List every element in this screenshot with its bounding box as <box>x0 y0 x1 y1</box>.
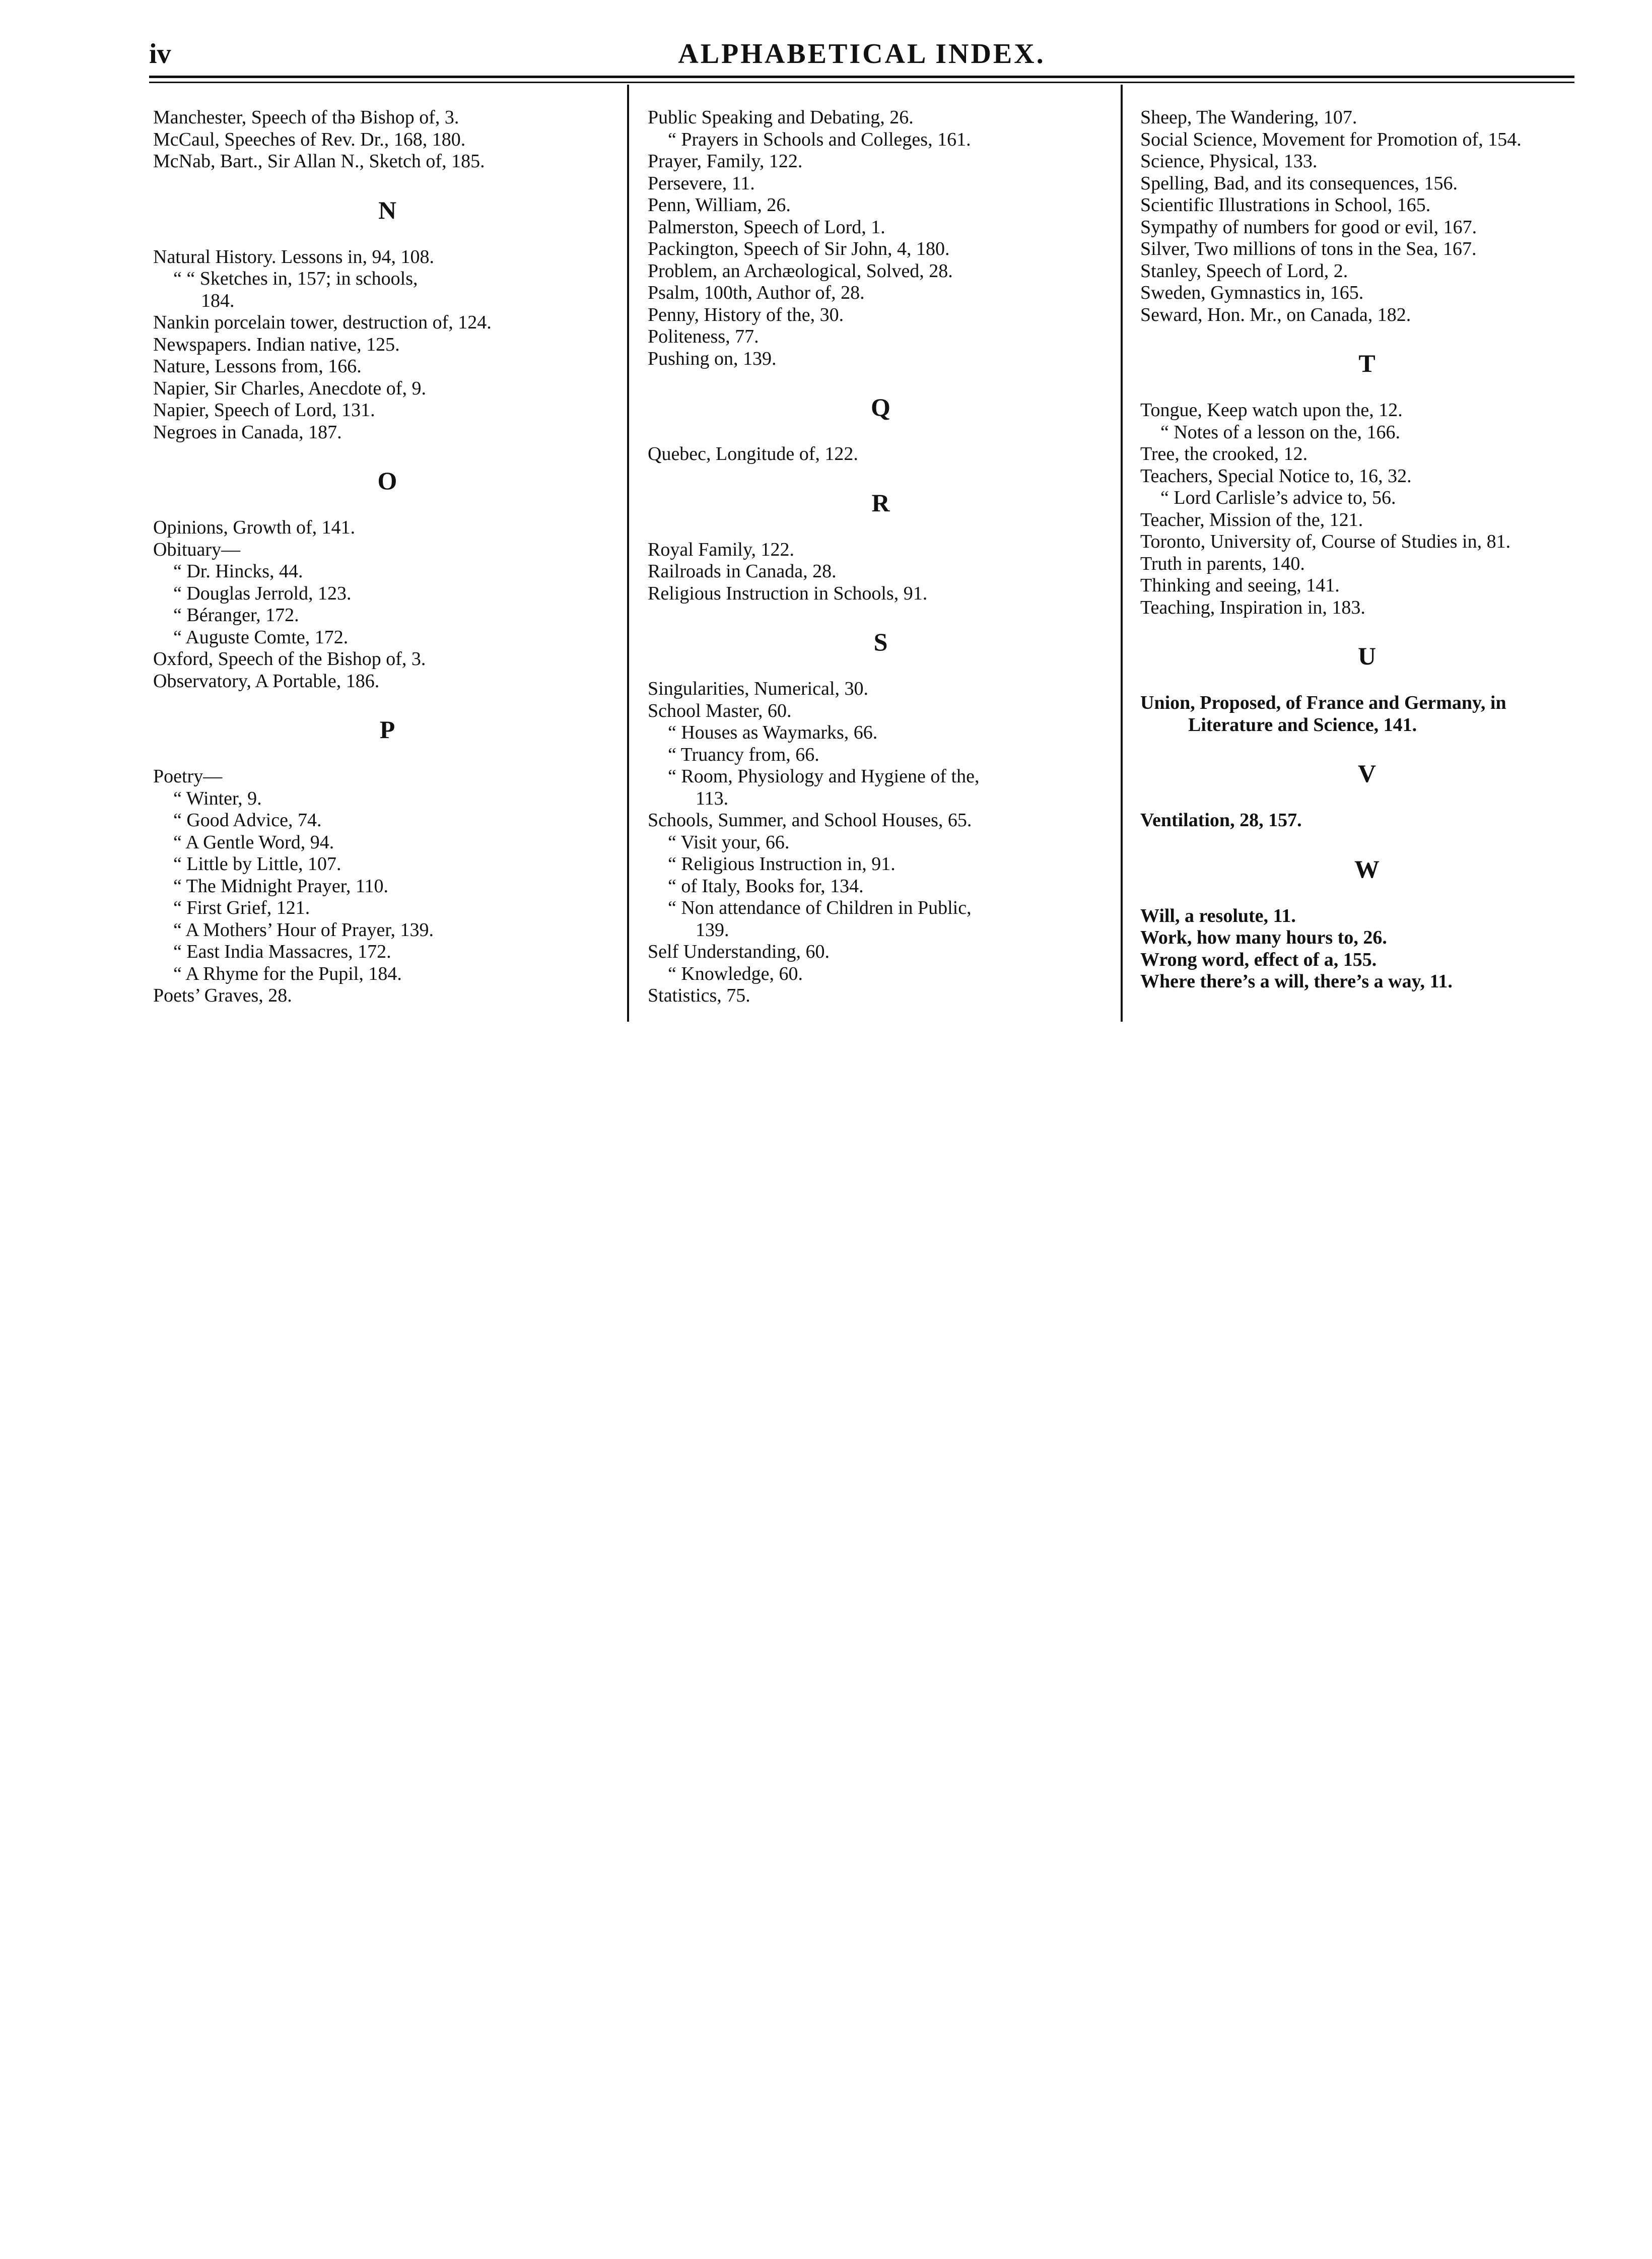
index-entry: “ Douglas Jerrold, 123. <box>173 582 352 604</box>
index-entry: “ First Grief, 121. <box>173 897 310 918</box>
index-entry: Scientific Illustrations in School, 165. <box>1140 194 1431 216</box>
index-entry: 184. <box>201 290 235 311</box>
index-entry: Wrong word, effect of a, 155. <box>1140 949 1377 970</box>
index-entry: Penn, William, 26. <box>648 194 791 216</box>
index-section-s <box>648 678 1114 1007</box>
index-entry: 113. <box>696 787 729 809</box>
index-entry: Newspapers. Indian native, 125. <box>153 334 400 355</box>
index-entry: Quebec, Longitude of, 122. <box>648 443 858 464</box>
index-entry: Self Understanding, 60. <box>648 941 830 962</box>
index-column-2 <box>648 107 1114 1007</box>
index-entry: Natural History. Lessons in, 94, 108. <box>153 246 434 268</box>
index-entry: Spelling, Bad, and its consequences, 156. <box>1140 172 1458 194</box>
index-entry: “ A Mothers’ Hour of Prayer, 139. <box>173 919 434 941</box>
column-divider <box>1121 85 1123 1022</box>
index-entry: Teachers, Special Notice to, 16, 32. <box>1140 465 1412 487</box>
section-letter-w: W <box>1354 854 1380 883</box>
index-entry: Penny, History of the, 30. <box>648 304 844 325</box>
section-letter-q: Q <box>871 393 890 421</box>
index-entry: “ A Gentle Word, 94. <box>173 831 334 853</box>
page-number: iv <box>149 38 171 70</box>
index-entry: Social Science, Movement for Promotion of, 154. <box>1140 128 1522 150</box>
index-entry: Tree, the crooked, 12. <box>1140 443 1308 464</box>
column-divider <box>627 85 629 1022</box>
index-entry: Poetry— <box>153 766 223 787</box>
index-entry: “ Winter, 9. <box>173 787 262 809</box>
index-entry: Nankin porcelain tower, destruction of, 124. <box>153 312 492 333</box>
header-rule-thin <box>149 82 1574 83</box>
index-entry: Work, how many hours to, 26. <box>1140 927 1387 948</box>
index-entry: “ The Midnight Prayer, 110. <box>173 875 388 897</box>
index-entry: Negroes in Canada, 187. <box>153 421 342 443</box>
index-entry: Religious Instruction in Schools, 91. <box>648 582 928 604</box>
index-entry: Psalm, 100th, Author of, 28. <box>648 282 865 303</box>
index-column-1 <box>153 107 622 1007</box>
index-entry: “ Prayers in Schools and Colleges, 161. <box>668 128 971 150</box>
index-entry: Thinking and seeing, 141. <box>1140 575 1340 596</box>
index-section-v <box>1140 810 1594 832</box>
index-section-p-cont <box>648 107 1114 370</box>
index-entry: “ Lord Carlisle’s advice to, 56. <box>1160 487 1396 508</box>
page-header <box>149 36 1574 72</box>
index-entry: Truth in parents, 140. <box>1140 553 1305 574</box>
index-entry: Will, a resolute, 11. <box>1140 905 1296 926</box>
index-entry: Persevere, 11. <box>648 172 755 194</box>
index-entry: Toronto, University of, Course of Studies in, 81. <box>1140 531 1511 552</box>
index-entry: “ East India Massacres, 172. <box>173 941 391 962</box>
index-entry: Sympathy of numbers for good or evil, 167. <box>1140 216 1477 238</box>
index-entry: Ventilation, 28, 157. <box>1140 810 1302 831</box>
index-section-t <box>1140 400 1594 619</box>
index-entry: Schools, Summer, and School Houses, 65. <box>648 810 972 831</box>
section-letter-v: V <box>1357 759 1376 787</box>
index-entry: “ A Rhyme for the Pupil, 184. <box>173 963 402 984</box>
index-entry: Problem, an Archæological, Solved, 28. <box>648 260 953 282</box>
index-section-q <box>648 443 1114 466</box>
section-letter-t: T <box>1358 349 1375 377</box>
index-entry: “ “ Sketches in, 157; in schools, <box>173 268 418 289</box>
index-entry: Packington, Speech of Sir John, 4, 180. <box>648 238 950 259</box>
index-entry: Sweden, Gymnastics in, 165. <box>1140 282 1364 303</box>
index-entry: “ Good Advice, 74. <box>173 810 322 831</box>
section-letter-r: R <box>871 488 890 517</box>
index-entry: Oxford, Speech of the Bishop of, 3. <box>153 648 426 670</box>
index-entry: Observatory, A Portable, 186. <box>153 670 380 692</box>
index-entry: Nature, Lessons from, 166. <box>153 356 362 377</box>
index-entry: Silver, Two millions of tons in the Sea, 167. <box>1140 238 1477 259</box>
index-section-p <box>153 766 622 1007</box>
index-entry: Tongue, Keep watch upon the, 12. <box>1140 400 1403 421</box>
section-letter-u: U <box>1357 642 1376 670</box>
section-letter-n: N <box>378 195 397 224</box>
index-entry: Napier, Speech of Lord, 131. <box>153 400 375 421</box>
index-entry: Teaching, Inspiration in, 183. <box>1140 596 1365 618</box>
section-letter-o: O <box>377 467 397 495</box>
index-section-m <box>153 107 622 173</box>
index-entry: Obituary— <box>153 539 241 560</box>
index-entry: “ Auguste Comte, 172. <box>173 626 349 648</box>
index-entry: Where there’s a will, there’s a way, 11. <box>1140 971 1453 992</box>
index-entry: Napier, Sir Charles, Anecdote of, 9. <box>153 377 426 399</box>
index-column-3 <box>1140 107 1594 993</box>
index-entry: Manchester, Speech of thə Bishop of, 3. <box>153 107 459 128</box>
index-entry: “ Knowledge, 60. <box>668 963 803 984</box>
index-entry: “ of Italy, Books for, 134. <box>668 875 864 897</box>
index-section-o <box>153 517 622 692</box>
index-section-r <box>648 539 1114 605</box>
index-entry: Royal Family, 122. <box>648 539 794 560</box>
index-entry: McCaul, Speeches of Rev. Dr., 168, 180. <box>153 128 466 150</box>
index-entry: “ Notes of a lesson on the, 166. <box>1160 421 1400 443</box>
index-entry: “ Béranger, 172. <box>173 605 299 626</box>
index-entry: Opinions, Growth of, 141. <box>153 517 356 538</box>
index-entry: Seward, Hon. Mr., on Canada, 182. <box>1140 304 1411 325</box>
index-entry: 139. <box>696 919 729 941</box>
index-entry: Public Speaking and Debating, 26. <box>648 107 914 128</box>
index-entry: School Master, 60. <box>648 700 792 721</box>
index-entry: Stanley, Speech of Lord, 2. <box>1140 260 1348 282</box>
index-entry: Prayer, Family, 122. <box>648 151 803 172</box>
section-letter-p: P <box>379 715 395 744</box>
index-section-n <box>153 246 622 444</box>
index-entry: Palmerston, Speech of Lord, 1. <box>648 216 885 238</box>
index-entry: Singularities, Numerical, 30. <box>648 678 868 699</box>
index-section-w <box>1140 905 1594 993</box>
header-rule-thick <box>149 76 1574 78</box>
index-entry: Poets’ Graves, 28. <box>153 985 292 1006</box>
index-entry: “ Houses as Waymarks, 66. <box>668 722 878 743</box>
index-entry: “ Truancy from, 66. <box>668 744 819 765</box>
index-entry: “ Non attendance of Children in Public, <box>668 897 972 918</box>
index-entry: Teacher, Mission of the, 121. <box>1140 509 1363 530</box>
index-section-u <box>1140 692 1594 736</box>
section-letter-s: S <box>873 628 888 656</box>
index-entry: Union, Proposed, of France and Germany, in <box>1140 692 1506 713</box>
index-entry: Statistics, 75. <box>648 985 750 1006</box>
index-entry: “ Religious Instruction in, 91. <box>668 853 896 875</box>
page-title: ALPHABETICAL INDEX. <box>678 38 1046 70</box>
index-entry: Railroads in Canada, 28. <box>648 561 837 582</box>
index-entry: “ Little by Little, 107. <box>173 853 341 875</box>
index-entry: Sheep, The Wandering, 107. <box>1140 107 1357 128</box>
index-entry: McNab, Bart., Sir Allan N., Sketch of, 185. <box>153 151 485 172</box>
index-entry: Pushing on, 139. <box>648 348 777 369</box>
index-entry: Politeness, 77. <box>648 326 759 347</box>
index-section-s-cont <box>1140 107 1594 326</box>
index-entry: Literature and Science, 141. <box>1188 714 1417 736</box>
index-entry: “ Room, Physiology and Hygiene of the, <box>668 766 980 787</box>
index-entry: “ Dr. Hincks, 44. <box>173 561 303 582</box>
index-entry: Science, Physical, 133. <box>1140 151 1318 172</box>
index-entry: “ Visit your, 66. <box>668 831 790 853</box>
